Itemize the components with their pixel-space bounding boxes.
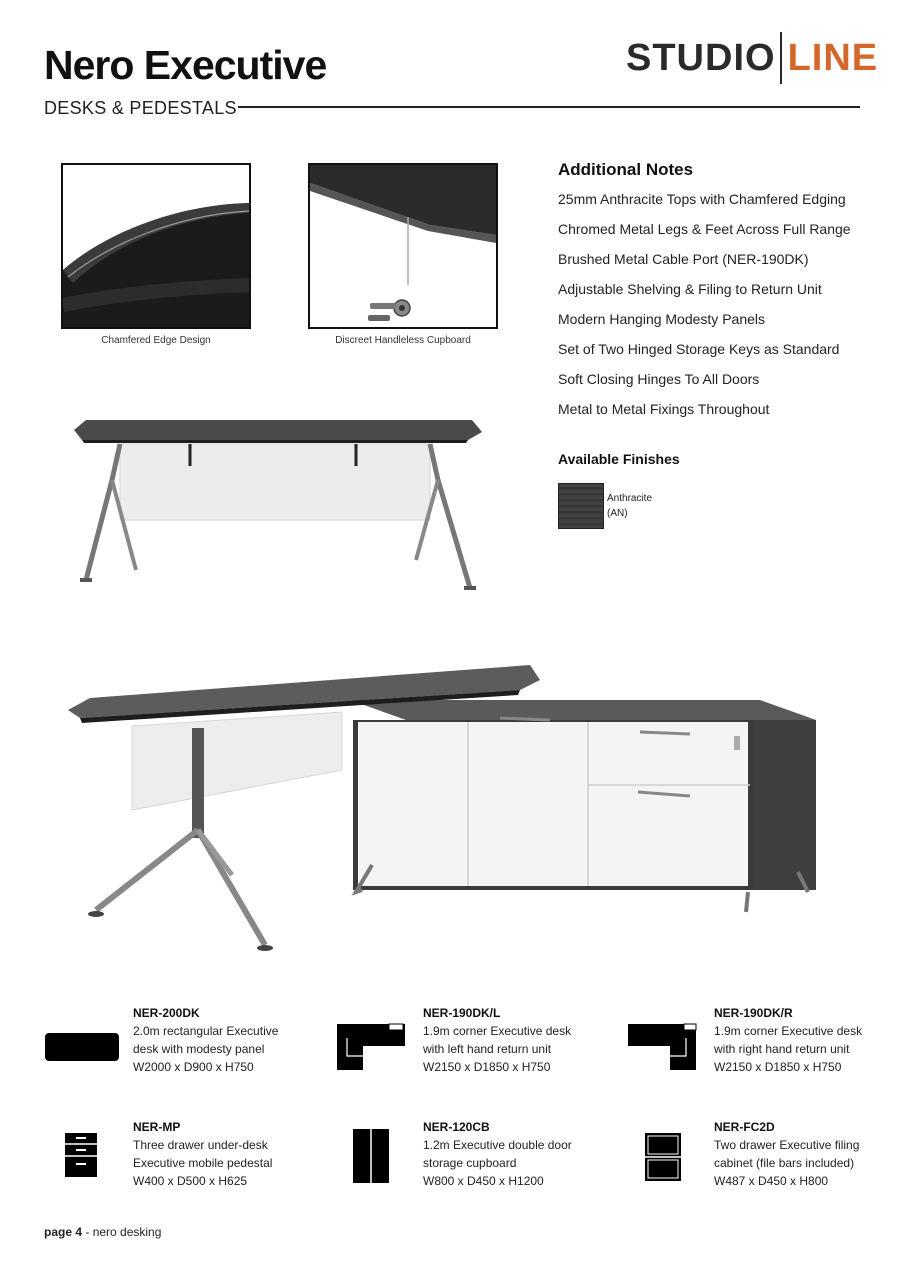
note-item: Metal to Metal Fixings Throughout — [558, 401, 770, 417]
product-code: NER-MP — [133, 1120, 181, 1134]
finish-name: Anthracite — [607, 493, 653, 504]
finish-code: (AN) — [607, 508, 628, 519]
note-item: Chromed Metal Legs & Feet Across Full Range — [558, 221, 851, 237]
footer-separator: - — [82, 1225, 93, 1239]
handleless-cupboard-photo — [308, 163, 498, 329]
product-dimensions: W400 x D500 x H625 — [133, 1174, 248, 1188]
header-divider — [238, 106, 860, 108]
logo-divider — [780, 32, 782, 84]
product-description: Executive mobile pedestal — [133, 1156, 273, 1170]
anthracite-swatch — [558, 483, 604, 529]
product-description: Three drawer under-desk — [133, 1138, 268, 1152]
product-ner-190dk-l — [423, 1006, 623, 1076]
product-description: with left hand return unit — [423, 1042, 552, 1056]
product-ner-120cb — [423, 1120, 623, 1190]
note-item: Soft Closing Hinges To All Doors — [558, 371, 760, 387]
note-item: Brushed Metal Cable Port (NER-190DK) — [558, 251, 809, 267]
double-door-cupboard-icon — [352, 1128, 390, 1189]
product-code: NER-FC2D — [714, 1120, 775, 1134]
product-dimensions: W2000 x D900 x H750 — [133, 1060, 254, 1074]
chamfered-edge-photo — [61, 163, 251, 329]
corner-desk-right-icon — [624, 1020, 700, 1079]
note-item: 25mm Anthracite Tops with Chamfered Edging — [558, 191, 846, 207]
notes-title: Additional Notes — [558, 160, 694, 179]
product-description: 1.9m corner Executive desk — [423, 1024, 572, 1038]
finish-label — [607, 491, 652, 521]
note-item: Set of Two Hinged Storage Keys as Standard — [558, 341, 840, 357]
page-title: Nero Executive — [44, 42, 327, 88]
product-dimensions: W800 x D450 x H1200 — [423, 1174, 544, 1188]
photo-caption-2: Discreet Handleless Cupboard — [335, 335, 471, 346]
product-description: desk with modesty panel — [133, 1042, 265, 1056]
product-description: 1.2m Executive double door — [423, 1138, 572, 1152]
photo-caption-1: Chamfered Edge Design — [101, 335, 211, 346]
filing-cabinet-icon — [644, 1132, 682, 1187]
logo-text-right: LINE — [787, 36, 879, 79]
rectangular-desk-icon — [44, 1032, 120, 1067]
corner-desk-image — [60, 660, 830, 955]
product-description: Two drawer Executive filing — [714, 1138, 860, 1152]
product-description: 1.9m corner Executive desk — [714, 1024, 863, 1038]
product-description: with right hand return unit — [714, 1042, 850, 1056]
product-dimensions: W487 x D450 x H800 — [714, 1174, 829, 1188]
product-code: NER-200DK — [133, 1006, 200, 1020]
product-ner-mp — [133, 1120, 333, 1190]
rectangular-desk-image — [60, 410, 490, 595]
product-description: 2.0m rectangular Executive — [133, 1024, 279, 1038]
corner-desk-left-icon — [333, 1020, 409, 1079]
product-dimensions: W2150 x D1850 x H750 — [714, 1060, 842, 1074]
product-dimensions: W2150 x D1850 x H750 — [423, 1060, 551, 1074]
brand-logo — [626, 30, 878, 86]
page-number: page 4 — [44, 1225, 83, 1239]
product-description: storage cupboard — [423, 1156, 517, 1170]
note-item: Modern Hanging Modesty Panels — [558, 311, 766, 327]
product-ner-200dk — [133, 1006, 333, 1076]
product-code: NER-190DK/L — [423, 1006, 501, 1020]
mobile-pedestal-icon — [64, 1132, 98, 1183]
product-ner-190dk-r — [714, 1006, 905, 1076]
finishes-title: Available Finishes — [558, 451, 680, 467]
logo-text-left: STUDIO — [626, 36, 776, 79]
product-code: NER-190DK/R — [714, 1006, 793, 1020]
product-ner-fc2d — [714, 1120, 905, 1190]
note-item: Adjustable Shelving & Filing to Return Unit — [558, 281, 822, 297]
footer-section: nero desking — [92, 1225, 162, 1239]
page-footer — [44, 1225, 161, 1239]
page-subtitle: DESKS & PEDESTALS — [44, 98, 237, 118]
product-code: NER-120CB — [423, 1120, 490, 1134]
product-description: cabinet (file bars included) — [714, 1156, 855, 1170]
